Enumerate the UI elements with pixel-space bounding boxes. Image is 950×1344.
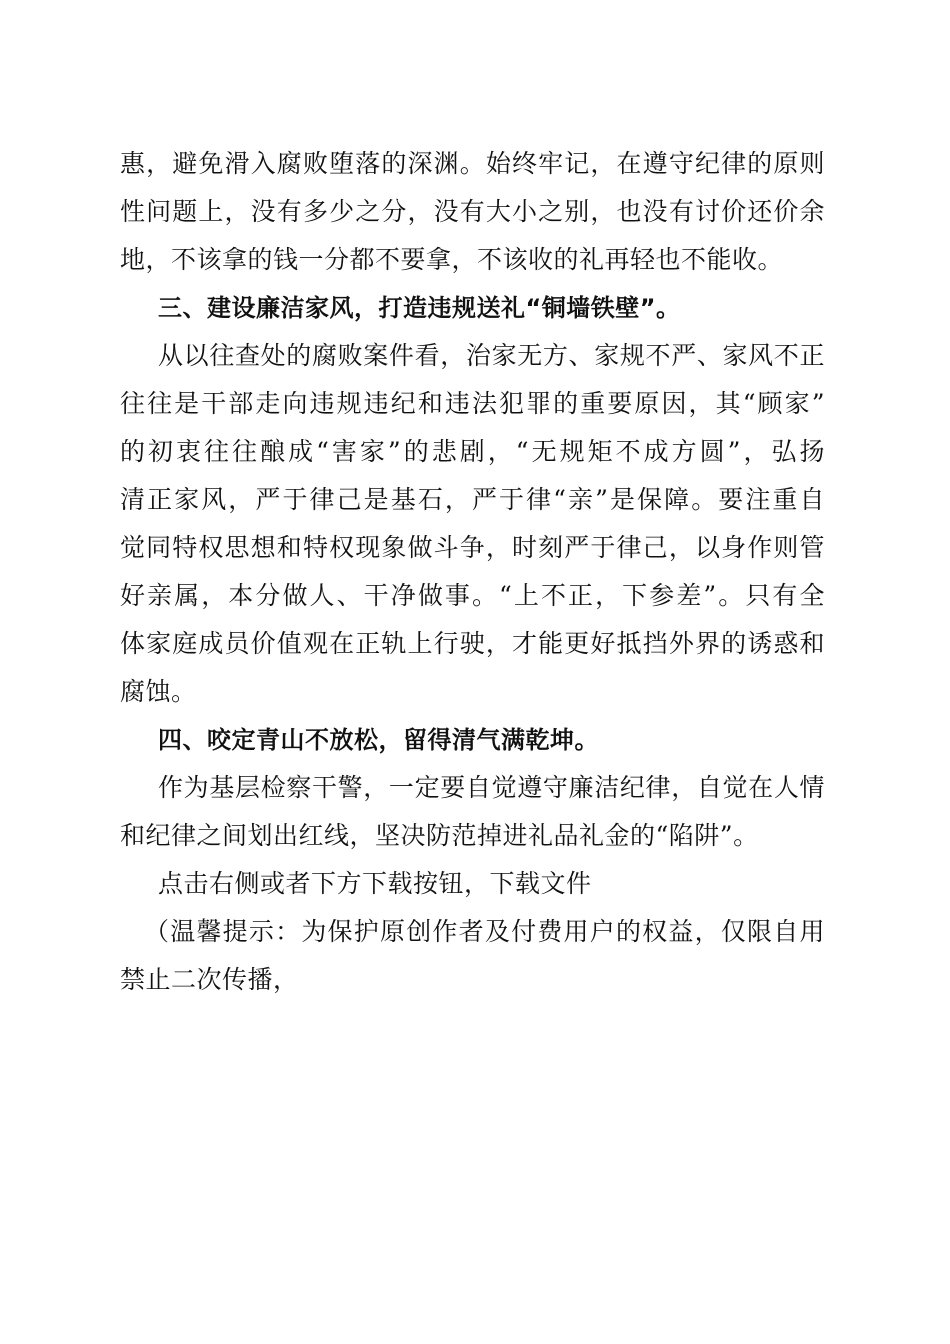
paragraph-line: 好亲属，本分做人、干净做事。“上不正，下参差”。只有全 bbox=[120, 581, 825, 610]
notice-line: （温馨提示：为保护原创作者及付费用户的权益，仅限自用 bbox=[144, 917, 825, 946]
paragraph-line: 体家庭成员价值观在正轨上行驶，才能更好抵挡外界的诱惑和 bbox=[120, 629, 825, 658]
paragraph-line: 作为基层检察干警，一定要自觉遵守廉洁纪律，自觉在人情 bbox=[158, 773, 825, 802]
paragraph-line: 清正家风，严于律己是基石，严于律“亲”是保障。要注重自 bbox=[120, 485, 825, 514]
paragraph-line: 往往是干部走向违规违纪和违法犯罪的重要原因，其“顾家” bbox=[120, 389, 825, 418]
section-heading-3: 三、建设廉洁家风，打造违规送礼“铜墙铁壁”。 bbox=[158, 294, 681, 322]
paragraph-line: 觉同特权思想和特权现象做斗争，时刻严于律己，以身作则管 bbox=[120, 533, 825, 562]
download-instruction: 点击右侧或者下方下载按钮，下载文件 bbox=[158, 869, 592, 898]
notice-line: 禁止二次传播， bbox=[120, 965, 299, 994]
paragraph-line: 惠，避免滑入腐败堕落的深渊。始终牢记，在遵守纪律的原则 bbox=[120, 149, 825, 178]
paragraph-line: 性问题上，没有多少之分，没有大小之别，也没有讨价还价余 bbox=[120, 197, 825, 226]
paragraph-line: 地，不该拿的钱一分都不要拿，不该收的礼再轻也不能收。 bbox=[120, 245, 784, 274]
section-heading-4: 四、咬定青山不放松，留得清气满乾坤。 bbox=[158, 726, 599, 754]
document-body bbox=[120, 140, 825, 1004]
paragraph-line: 和纪律之间划出红线，坚决防范掉进礼品礼金的“陷阱”。 bbox=[120, 821, 759, 850]
paragraph-line: 腐蚀。 bbox=[120, 677, 197, 706]
paragraph-line: 的初衷往往酿成“害家”的悲剧，“无规矩不成方圆”，弘扬 bbox=[120, 437, 825, 466]
paragraph-line: 从以往查处的腐败案件看，治家无方、家规不严、家风不正 bbox=[158, 341, 825, 370]
